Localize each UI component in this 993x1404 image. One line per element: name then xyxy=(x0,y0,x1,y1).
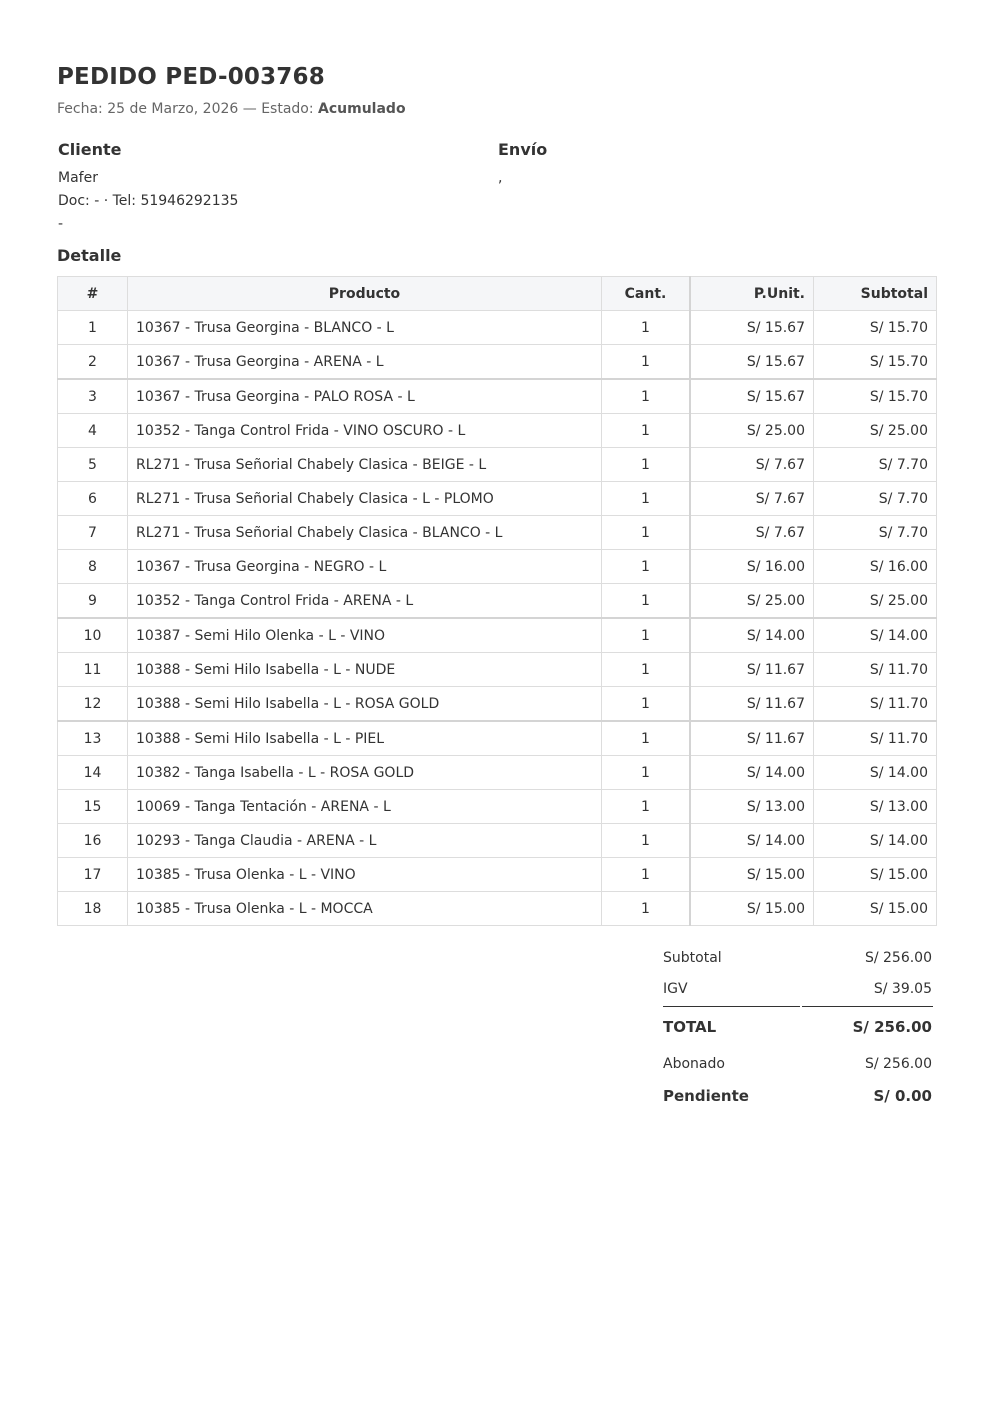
row-product: 10293 - Tanga Claudia - ARENA - L xyxy=(128,824,602,858)
row-product: 10069 - Tanga Tentación - ARENA - L xyxy=(128,790,602,824)
row-subtotal: S/ 11.70 xyxy=(814,721,937,756)
row-unit-price: S/ 14.00 xyxy=(690,756,814,790)
row-unit-price: S/ 25.00 xyxy=(690,584,814,619)
row-number: 9 xyxy=(58,584,128,619)
totals-pending-row xyxy=(663,1081,935,1112)
row-number: 13 xyxy=(58,721,128,756)
table-row xyxy=(58,653,937,687)
row-unit-price: S/ 11.67 xyxy=(690,687,814,722)
column-header-subtotal: Subtotal xyxy=(814,277,937,311)
row-unit-price: S/ 7.67 xyxy=(690,516,814,550)
table-row xyxy=(58,858,937,892)
table-row xyxy=(58,892,937,926)
order-document xyxy=(57,60,935,1105)
table-row xyxy=(58,790,937,824)
row-quantity: 1 xyxy=(602,516,691,550)
totals-paid-row xyxy=(663,1050,935,1081)
row-number: 5 xyxy=(58,448,128,482)
row-subtotal: S/ 15.70 xyxy=(814,311,937,345)
row-number: 2 xyxy=(58,345,128,380)
row-quantity: 1 xyxy=(602,550,691,584)
row-unit-price: S/ 15.67 xyxy=(690,345,814,380)
table-row xyxy=(58,379,937,414)
row-quantity: 1 xyxy=(602,858,691,892)
row-number: 14 xyxy=(58,756,128,790)
row-unit-price: S/ 11.67 xyxy=(690,721,814,756)
client-name: Mafer xyxy=(58,170,98,186)
row-subtotal: S/ 7.70 xyxy=(814,516,937,550)
row-quantity: 1 xyxy=(602,824,691,858)
subtotal-value: S/ 256.00 xyxy=(864,950,932,966)
row-quantity: 1 xyxy=(602,448,691,482)
row-product: RL271 - Trusa Señorial Chabely Clasica - BLANCO - L xyxy=(128,516,602,550)
row-product: RL271 - Trusa Señorial Chabely Clasica - L - PLOMO xyxy=(128,482,602,516)
row-quantity: 1 xyxy=(602,687,691,722)
table-row xyxy=(58,482,937,516)
row-product: 10382 - Tanga Isabella - L - ROSA GOLD xyxy=(128,756,602,790)
row-subtotal: S/ 15.70 xyxy=(814,379,937,414)
row-subtotal: S/ 16.00 xyxy=(814,550,937,584)
row-number: 4 xyxy=(58,414,128,448)
row-number: 15 xyxy=(58,790,128,824)
parties-section xyxy=(57,137,935,237)
table-row xyxy=(58,345,937,380)
row-quantity: 1 xyxy=(602,345,691,380)
row-number: 1 xyxy=(58,311,128,345)
row-subtotal: S/ 11.70 xyxy=(814,687,937,722)
table-body xyxy=(58,311,937,926)
paid-value: S/ 256.00 xyxy=(864,1056,932,1072)
row-quantity: 1 xyxy=(602,482,691,516)
row-product: 10367 - Trusa Georgina - NEGRO - L xyxy=(128,550,602,584)
row-quantity: 1 xyxy=(602,414,691,448)
total-value: S/ 256.00 xyxy=(852,1018,932,1036)
detail-table xyxy=(57,276,937,926)
row-number: 16 xyxy=(58,824,128,858)
total-divider-right xyxy=(802,1006,933,1007)
row-subtotal: S/ 13.00 xyxy=(814,790,937,824)
table-row xyxy=(58,618,937,653)
paid-label: Abonado xyxy=(663,1056,725,1072)
table-row xyxy=(58,550,937,584)
row-subtotal: S/ 15.00 xyxy=(814,858,937,892)
row-product: 10352 - Tanga Control Frida - ARENA - L xyxy=(128,584,602,619)
table-row xyxy=(58,584,937,619)
table-header-row xyxy=(58,277,937,311)
row-product: 10388 - Semi Hilo Isabella - L - NUDE xyxy=(128,653,602,687)
pending-value: S/ 0.00 xyxy=(873,1087,932,1105)
column-header-quantity: Cant. xyxy=(602,277,691,311)
page-title: PEDIDO PED-003768 xyxy=(57,64,325,90)
totals-total-row xyxy=(663,1012,935,1043)
row-unit-price: S/ 11.67 xyxy=(690,653,814,687)
row-subtotal: S/ 25.00 xyxy=(814,584,937,619)
table-row xyxy=(58,516,937,550)
row-product: 10367 - Trusa Georgina - PALO ROSA - L xyxy=(128,379,602,414)
totals-block xyxy=(663,944,935,1112)
row-unit-price: S/ 15.00 xyxy=(690,892,814,926)
client-extra: - xyxy=(58,216,64,232)
row-quantity: 1 xyxy=(602,790,691,824)
row-quantity: 1 xyxy=(602,892,691,926)
row-quantity: 1 xyxy=(602,311,691,345)
row-subtotal: S/ 7.70 xyxy=(814,482,937,516)
row-quantity: 1 xyxy=(602,379,691,414)
pending-label: Pendiente xyxy=(663,1087,749,1105)
shipping-address: , xyxy=(498,170,503,186)
client-heading: Cliente xyxy=(58,140,122,159)
row-number: 17 xyxy=(58,858,128,892)
row-quantity: 1 xyxy=(602,721,691,756)
row-unit-price: S/ 14.00 xyxy=(690,824,814,858)
row-subtotal: S/ 14.00 xyxy=(814,824,937,858)
row-number: 10 xyxy=(58,618,128,653)
row-subtotal: S/ 15.70 xyxy=(814,345,937,380)
table-row xyxy=(58,687,937,722)
table-row xyxy=(58,448,937,482)
row-unit-price: S/ 15.67 xyxy=(690,379,814,414)
order-date-text: Fecha: 25 de Marzo, 2026 — Estado: xyxy=(57,101,319,117)
row-product: 10388 - Semi Hilo Isabella - L - PIEL xyxy=(128,721,602,756)
table-row xyxy=(58,311,937,345)
row-product: 10367 - Trusa Georgina - BLANCO - L xyxy=(128,311,602,345)
igv-label: IGV xyxy=(663,981,688,997)
row-number: 18 xyxy=(58,892,128,926)
totals-subtotal-row xyxy=(663,944,935,975)
order-status: Acumulado xyxy=(318,101,406,117)
row-unit-price: S/ 13.00 xyxy=(690,790,814,824)
row-unit-price: S/ 7.67 xyxy=(690,448,814,482)
row-subtotal: S/ 25.00 xyxy=(814,414,937,448)
client-block xyxy=(58,137,238,236)
row-quantity: 1 xyxy=(602,584,691,619)
column-header-product: Producto xyxy=(128,277,602,311)
row-unit-price: S/ 14.00 xyxy=(690,618,814,653)
row-subtotal: S/ 15.00 xyxy=(814,892,937,926)
row-product: 10367 - Trusa Georgina - ARENA - L xyxy=(128,345,602,380)
total-label: TOTAL xyxy=(663,1018,717,1036)
row-number: 7 xyxy=(58,516,128,550)
shipping-block xyxy=(498,137,547,190)
row-number: 11 xyxy=(58,653,128,687)
table-row xyxy=(58,721,937,756)
row-unit-price: S/ 15.00 xyxy=(690,858,814,892)
row-number: 6 xyxy=(58,482,128,516)
row-number: 3 xyxy=(58,379,128,414)
row-unit-price: S/ 25.00 xyxy=(690,414,814,448)
row-quantity: 1 xyxy=(602,653,691,687)
table-row xyxy=(58,824,937,858)
row-number: 12 xyxy=(58,687,128,722)
row-unit-price: S/ 15.67 xyxy=(690,311,814,345)
row-product: 10385 - Trusa Olenka - L - MOCCA xyxy=(128,892,602,926)
row-subtotal: S/ 7.70 xyxy=(814,448,937,482)
subtotal-label: Subtotal xyxy=(663,950,722,966)
total-divider-left xyxy=(663,1006,800,1007)
table-row xyxy=(58,756,937,790)
column-header-unit-price: P.Unit. xyxy=(690,277,814,311)
row-unit-price: S/ 7.67 xyxy=(690,482,814,516)
row-product: 10352 - Tanga Control Frida - VINO OSCURO - L xyxy=(128,414,602,448)
column-header-number: # xyxy=(58,277,128,311)
row-subtotal: S/ 11.70 xyxy=(814,653,937,687)
totals-igv-row xyxy=(663,975,935,1006)
row-product: RL271 - Trusa Señorial Chabely Clasica - BEIGE - L xyxy=(128,448,602,482)
table-row xyxy=(58,414,937,448)
row-product: 10387 - Semi Hilo Olenka - L - VINO xyxy=(128,618,602,653)
igv-value: S/ 39.05 xyxy=(873,981,932,997)
order-meta xyxy=(57,99,935,119)
row-product: 10385 - Trusa Olenka - L - VINO xyxy=(128,858,602,892)
shipping-heading: Envío xyxy=(498,140,548,159)
row-subtotal: S/ 14.00 xyxy=(814,618,937,653)
row-subtotal: S/ 14.00 xyxy=(814,756,937,790)
client-doc-phone: Doc: - · Tel: 51946292135 xyxy=(58,193,239,209)
detail-heading: Detalle xyxy=(57,246,122,265)
row-number: 8 xyxy=(58,550,128,584)
row-product: 10388 - Semi Hilo Isabella - L - ROSA GOLD xyxy=(128,687,602,722)
row-quantity: 1 xyxy=(602,618,691,653)
row-quantity: 1 xyxy=(602,756,691,790)
row-unit-price: S/ 16.00 xyxy=(690,550,814,584)
